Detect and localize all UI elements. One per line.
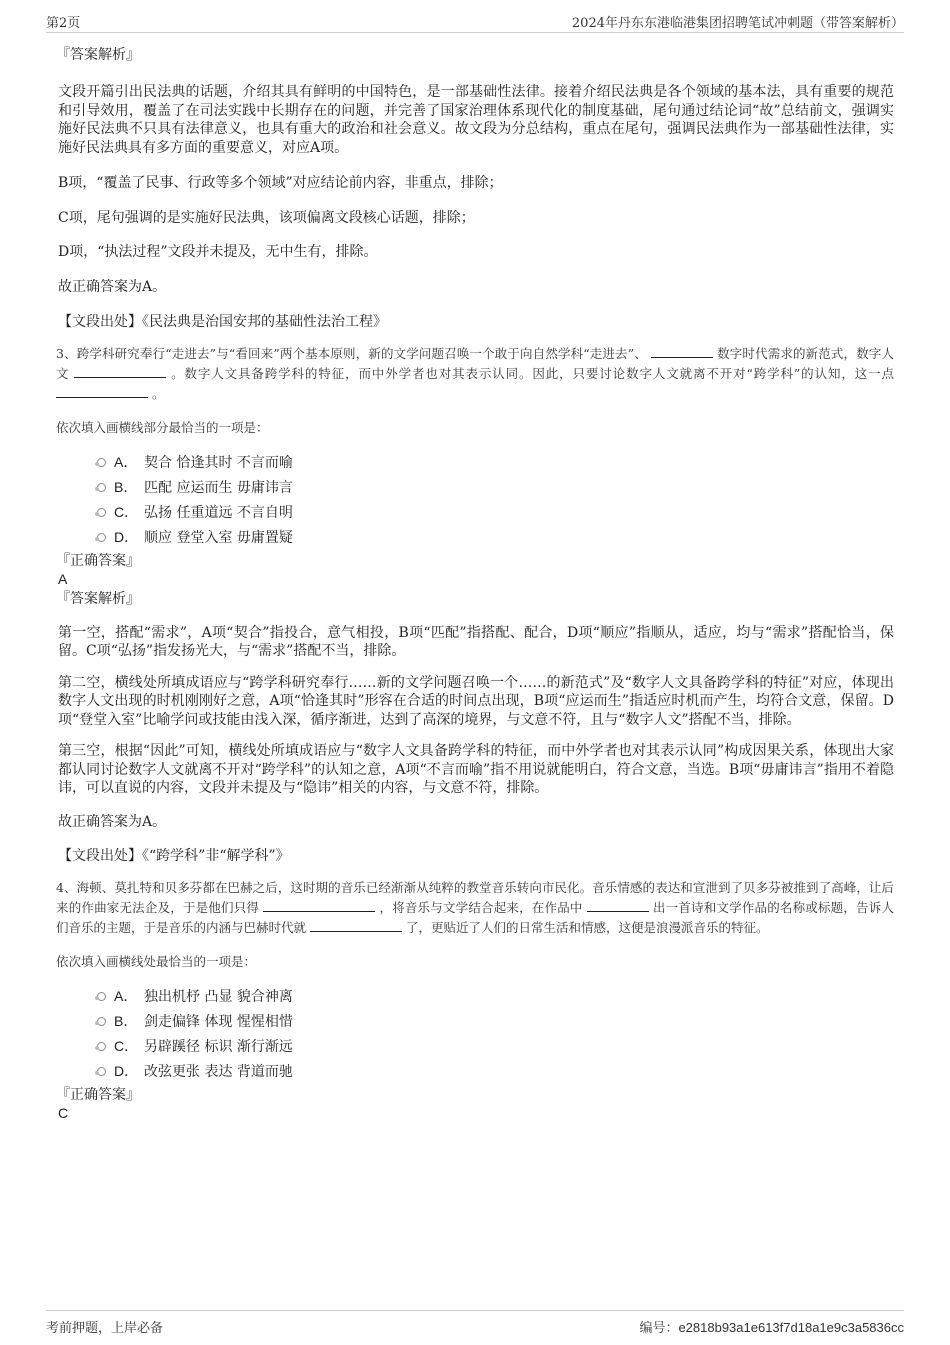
option-text: 匹配 应运而生 毋庸讳言 [144, 479, 293, 496]
radio-button[interactable] [97, 1017, 106, 1026]
radio-button[interactable] [97, 508, 106, 517]
option-letter: C． [114, 503, 139, 520]
option-text: 顺应 登堂入室 毋庸置疑 [144, 529, 293, 546]
analysis-paragraph: 第一空，搭配“需求”，A项“契合”指投合，意气相投，B项“匹配”指搭配、配合，D项“顺应”指顺从，适应，均与“需求”搭配恰当，保留。C项“弘扬”指发扬光大，与“需求”搭配不当，排除。 [58, 624, 894, 659]
answer-blank [74, 365, 166, 378]
answer-blank [587, 899, 649, 912]
analysis-tag: 『答案解析』 [56, 590, 140, 607]
question-text: 。 [151, 385, 165, 401]
option-text: 另辟蹊径 标识 渐行渐远 [144, 1038, 293, 1055]
options-list [56, 984, 894, 1084]
analysis-paragraph: C项，尾句强调的是实施好民法典，该项偏离文段核心话题，排除； [58, 209, 475, 226]
option-b[interactable] [56, 1009, 894, 1034]
radio-button[interactable] [97, 483, 106, 492]
option-text: 改弦更张 表达 背道而驰 [144, 1063, 293, 1080]
document-title: 2024年丹东东港临港集团招聘笔试冲刺题（带答案解析） [571, 16, 904, 31]
option-a[interactable] [56, 450, 894, 475]
option-letter: D． [114, 1062, 139, 1079]
analysis-paragraph: 故正确答案为A。 [58, 278, 167, 295]
correct-answer: C [58, 1104, 69, 1121]
option-c[interactable] [56, 500, 894, 525]
answer-blank [310, 919, 402, 932]
option-text: 契合 恰逢其时 不言而喻 [144, 454, 293, 471]
question-prompt: 依次填入画横线处最恰当的一项是： [56, 953, 257, 969]
analysis-paragraph: B项，“覆盖了民事、行政等多个领域”对应结论前内容，非重点，排除； [58, 175, 503, 191]
correct-answer-tag: 『正确答案』 [56, 1086, 140, 1103]
question-text: 了，更贴近了人们的日常生活和情感，这便是浪漫派音乐的特征。 [405, 919, 769, 935]
question-text: 。数字人文具备跨学科的特征，而中外学者也对其表示认同。因此，只要讨论数字人文就离不开对“跨学科”的认知，这一点 [171, 365, 894, 381]
option-d[interactable] [56, 525, 894, 550]
analysis-paragraph: 第三空，根据“因此”可知，横线处所填成语应与“数字人文具备跨学科的特征，而中外学者也对其表示认同”构成因果关系，体现出大家都认同讨论数字人文就离不开对“跨学科”的认知之意，A项“不言而喻”指不用说就能明白，符合文意，当选。B项“毋庸讳言”指用不着隐讳，可以直说的内容，文段并未提及与“隐讳”相关的内容，与文意不符，排除。 [58, 743, 894, 796]
answer-blank [56, 385, 148, 398]
analysis-paragraph: D项，“执法过程”文段并未提及，无中生有，排除。 [58, 244, 378, 260]
correct-answer-tag: 『正确答案』 [56, 552, 140, 569]
radio-button[interactable] [97, 1042, 106, 1051]
option-letter: A． [114, 453, 138, 470]
question-text: ，将音乐与文学结合起来，在作品中 [379, 899, 583, 915]
page-header [46, 10, 904, 33]
question-stem [56, 344, 894, 404]
radio-button[interactable] [97, 992, 106, 1001]
option-letter: C． [114, 1037, 139, 1054]
radio-button[interactable] [97, 1067, 106, 1076]
question-text: 数字时代需求的新范式，数字人文 [56, 345, 894, 381]
analysis-paragraph: 第二空，横线处所填成语应与“跨学科研究奉行……新的文学问题召唤一个……的新范式”及“数字人文具备跨学科的特征”对应，体现出数字人文出现的时机刚刚好之意，A项“恰逢其时”形容在合适的时间点出现，B项“应运而生”指适应时机而产生，均符合文意，保留。D项“登堂入室”比喻学问或技能由浅入深，循序渐进，达到了高深的境界，与文意不符，且与“数字人文”搭配不当，排除。 [58, 674, 894, 728]
radio-button[interactable] [97, 458, 106, 467]
option-letter: A． [114, 987, 138, 1004]
answer-blank [651, 345, 713, 358]
option-text: 弘扬 任重道远 不言自明 [144, 504, 293, 521]
option-letter: D． [114, 528, 139, 545]
option-letter: B． [114, 478, 138, 495]
source-citation: 【文段出处】《“跨学科”非“解学科”》 [58, 848, 290, 864]
page-footer [46, 1310, 904, 1341]
source-citation: 【文段出处】《民法典是治国安邦的基础性法治工程》 [58, 314, 387, 330]
option-b[interactable] [56, 475, 894, 500]
question-text: 4、海顿、莫扎特和贝多芬都在巴赫之后，这时期的音乐已经渐渐从纯粹的教堂音乐转向市民化。音乐情感的表达和宣泄到了贝多芬被推到了高峰，让后来的作曲家无法企及，于是他们只得 [56, 879, 894, 915]
analysis-tag: 『答案解析』 [56, 47, 140, 63]
radio-button[interactable] [97, 533, 106, 542]
option-d[interactable] [56, 1059, 894, 1084]
document-id: 编号：e2818b93a1e613f7d18a1e9c3a5836cc [639, 1320, 904, 1335]
correct-answer: A [58, 570, 68, 587]
options-list [56, 450, 894, 550]
analysis-paragraph: 文段开篇引出民法典的话题，介绍其具有鲜明的中国特色，是一部基础性法律。接着介绍民法典是各个领域的基本法，具有重要的规范和引导效用，覆盖了在司法实践中长期存在的问题，并完善了国家治理体系现代化的制度基础，尾句通过结论词“故”总结前文，强调实施好民法典不只具有法律意义，也具有重大的政治和社会意义。故文段为分总结构，重点在尾句，强调民法典作为一部基础性法律，实施好民法典具有多方面的重要意义，对应A项。 [58, 84, 894, 156]
option-text: 独出机杼 凸显 貌合神离 [144, 988, 293, 1005]
question-text: 3、跨学科研究奉行“走进去”与“看回来”两个基本原则，新的文学问题召唤一个敢于向自然学科“走进去”、 [56, 345, 647, 361]
option-letter: B． [114, 1012, 138, 1029]
page-number: 第2页 [46, 16, 81, 31]
option-text: 剑走偏锋 体现 惺惺相惜 [144, 1013, 293, 1030]
question-prompt: 依次填入画横线部分最恰当的一项是： [56, 419, 269, 435]
answer-blank [263, 899, 375, 912]
question-text: 出一首诗和文学作品的名称或标题，告诉人们音乐的主题，于是音乐的内涵与巴赫时代就 [56, 899, 894, 935]
footer-slogan: 考前押题，上岸必备 [46, 1321, 164, 1336]
option-a[interactable] [56, 984, 894, 1009]
question-stem [56, 878, 894, 938]
option-c[interactable] [56, 1034, 894, 1059]
document-body [56, 44, 894, 1122]
analysis-paragraph: 故正确答案为A。 [58, 813, 167, 830]
